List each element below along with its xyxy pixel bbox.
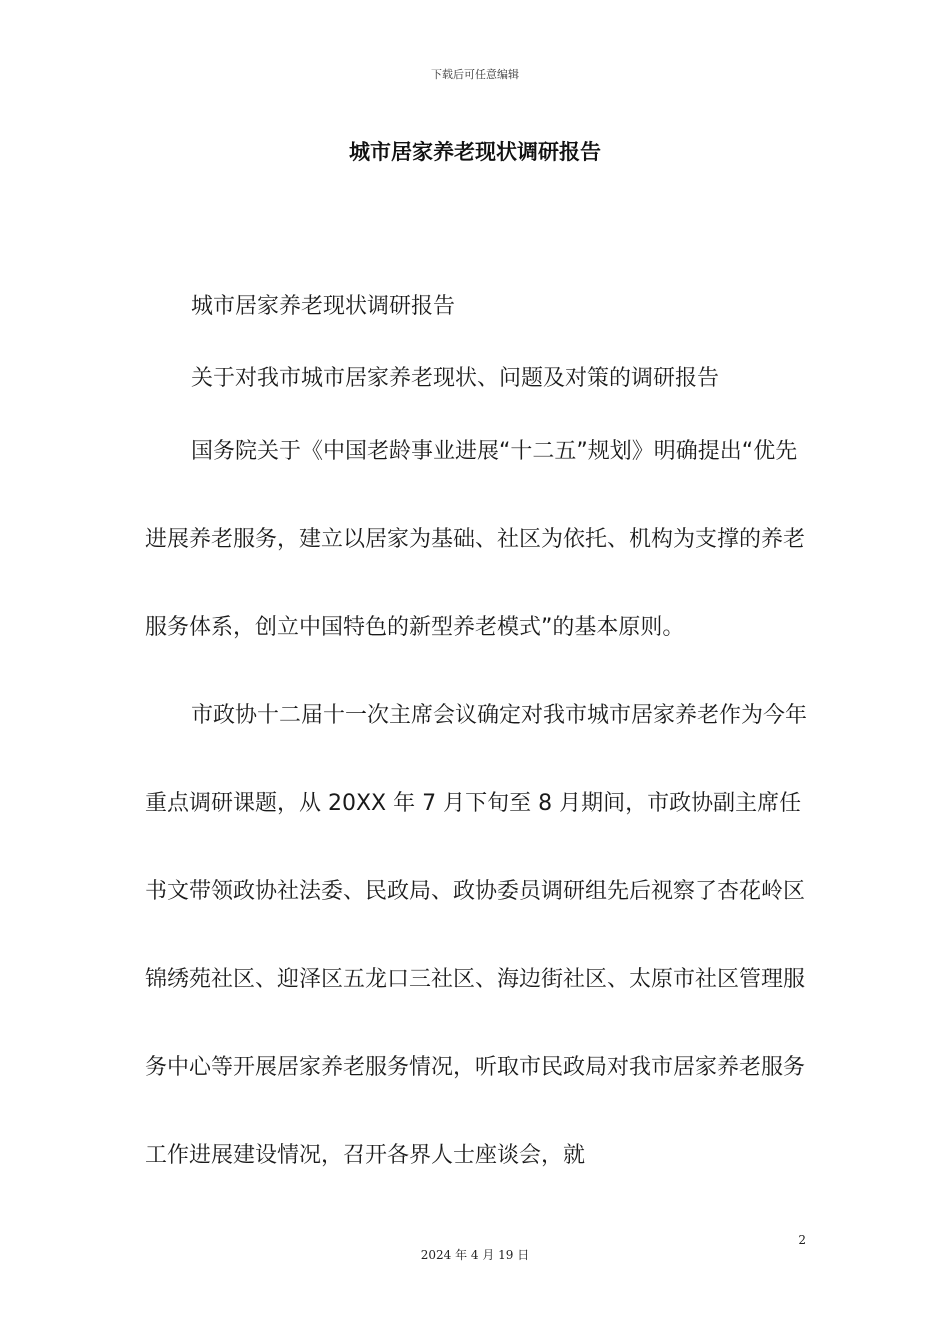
page-number: 2: [798, 1233, 806, 1247]
report-heading-line: 关于对我市城市居家养老现状、问题及对策的调研报告: [191, 366, 720, 391]
paragraph: 国务院关于《中国老龄事业进展“十二五”规划》明确提出“优先进展养老服务，建立以居家为基础、社区为依托、机构为支撑的养老服务体系，创立中国特色的新型养老模式”的基本原则。: [145, 439, 806, 640]
header-note: 下载后可任意编辑: [431, 68, 519, 81]
document-title: 城市居家养老现状调研报告: [349, 140, 601, 164]
footer-date: 2024 年 4 月 19 日: [420, 1248, 530, 1262]
document-body: [145, 290, 807, 1200]
subtitle-line: 城市居家养老现状调研报告: [191, 294, 456, 319]
paragraph: 市政协十二届十一次主席会议确定对我市城市居家养老作为今年重点调研课题，从 20XX 年 7 月下旬至 8 月期间，市政协副主席任书文带领政协社法委、民政局、政协委员调研组先后视察了杏花岭区锦绣苑社区、迎泽区五龙口三社区、海边街社区、太原市社区管理服务中心等开展居家养老服务情况，听取市民政局对我市居家养老服务工作进展建设情况，召开各界人士座谈会，就: [145, 703, 808, 1168]
